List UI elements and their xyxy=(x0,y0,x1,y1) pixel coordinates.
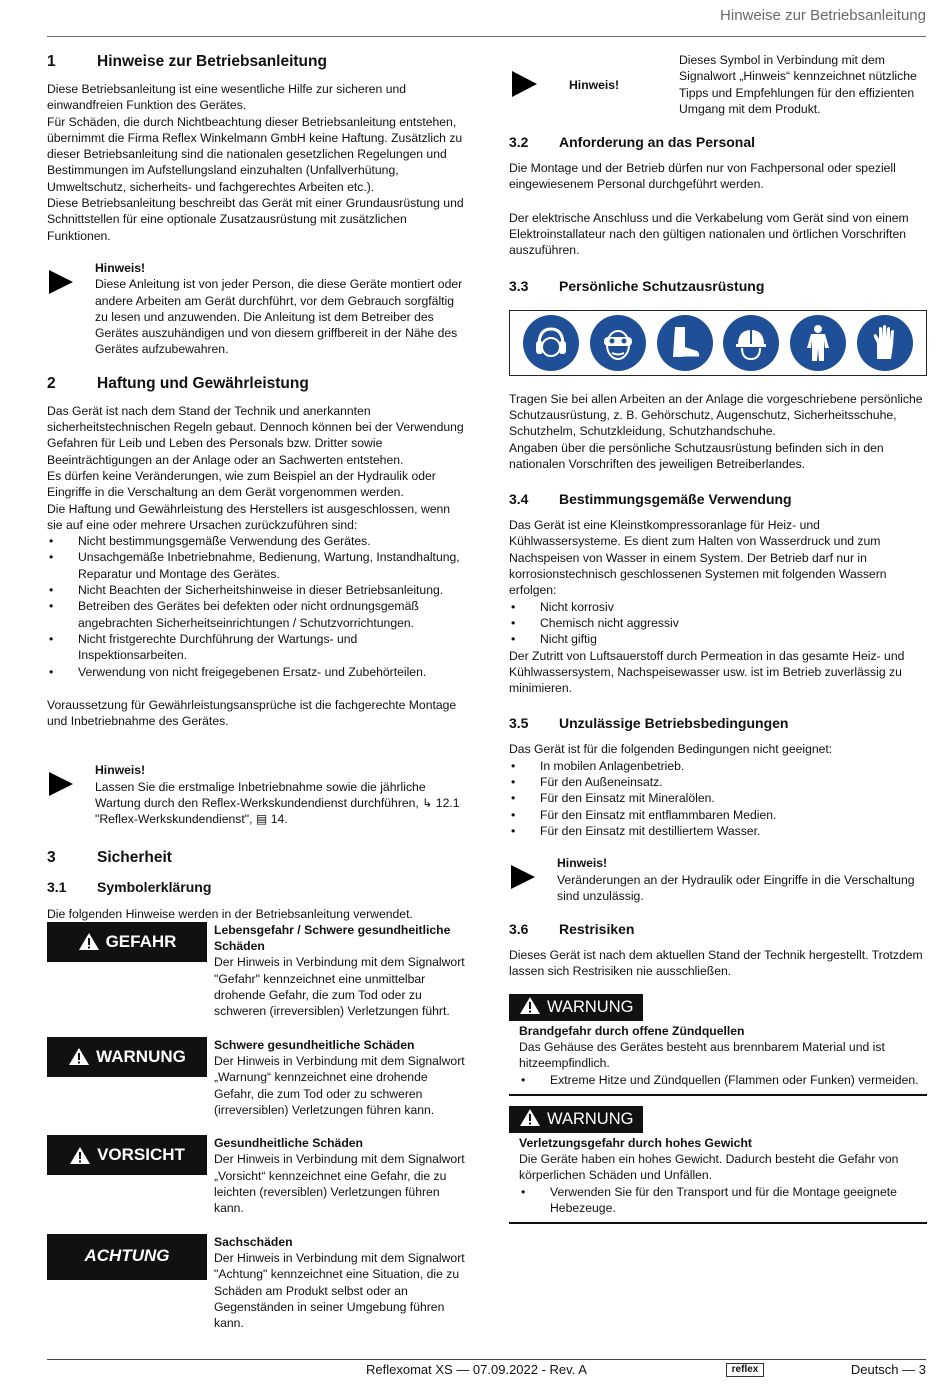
list-item: • Nicht korrosiv xyxy=(509,599,927,615)
section-title: Persönliche Schutzausrüstung xyxy=(559,277,765,294)
section-3-2-heading xyxy=(509,133,927,151)
page-header-title: Hinweise zur Betriebsanleitung xyxy=(720,7,926,24)
arrow-icon xyxy=(49,772,73,796)
section-3-heading xyxy=(47,848,465,868)
warning-title: Verletzungsgefahr durch hohes Gewicht xyxy=(519,1135,752,1150)
list-item: • Für den Einsatz mit Mineralölen. xyxy=(509,790,927,806)
note-text: Veränderungen an der Hydraulik oder Eingriffe in die Verschaltung sind unzulässig. xyxy=(557,872,915,903)
signal-warnung xyxy=(47,1037,465,1118)
section-3-3-heading xyxy=(509,277,927,295)
footer-document-info: Reflexomat XS — 07.09.2022 - Rev. A xyxy=(366,1362,587,1377)
list-item: • In mobilen Anlagenbetrieb. xyxy=(509,758,927,774)
reflex-logo: reflex xyxy=(726,1363,764,1377)
signal-word-box xyxy=(509,994,643,1021)
bullet-list xyxy=(519,1072,927,1088)
footer-divider xyxy=(47,1359,926,1360)
section-1-heading xyxy=(47,52,465,72)
signal-word: GEFAHR xyxy=(105,931,177,951)
note-title: Hinweis! xyxy=(95,763,146,778)
section-title: Sicherheit xyxy=(97,848,172,866)
warning-triangle-icon xyxy=(68,1047,90,1066)
signal-title: Lebensgefahr / Schwere gesundheitliche Schäden xyxy=(214,922,451,954)
section-title: Anforderung an das Personal xyxy=(559,134,756,151)
signal-word: WARNUNG xyxy=(547,998,634,1017)
bullet-list xyxy=(509,599,927,648)
safety-shoes-icon xyxy=(657,315,713,371)
list-item: • Nicht bestimmungsgemäße Verwendung des Gerätes. xyxy=(47,533,465,549)
signal-text: Der Hinweis in Verbindung mit dem Signalwort "Gefahr" kennzeichnet eine unmittelbar drohende Gefahr, die zum Tod oder zu schweren (irreversiblen) Verletzungen führt. xyxy=(214,955,465,1019)
section-3-1-heading xyxy=(47,878,465,896)
section-number: 3.3 xyxy=(509,277,529,294)
paragraph: Die folgenden Hinweise werden in der Betriebsanleitung verwendet. xyxy=(47,906,413,921)
signal-word-box xyxy=(47,1234,207,1280)
list-item: • Für den Außeneinsatz. xyxy=(509,774,927,790)
bullet-list xyxy=(519,1184,927,1217)
section-number: 3.5 xyxy=(509,715,529,732)
paragraph: Es dürfen keine Veränderungen, wie zum Beispiel an der Hydraulik oder Eingriffe in die Verschaltung an dem Gerät vorgenommen werden. xyxy=(47,468,436,500)
hint-text: Dieses Symbol in Verbindung mit dem Signalwort „Hinweis“ kennzeichnet nützliche Tipps und Empfehlungen für den effizienten Umgang mit dem Produkt. xyxy=(679,53,917,116)
warning-triangle-icon xyxy=(519,996,541,1018)
section-title: Bestimmungsgemäße Verwendung xyxy=(559,491,792,508)
section-title: Restrisiken xyxy=(559,921,635,938)
left-column xyxy=(47,52,465,1331)
signal-vorsicht xyxy=(47,1135,465,1216)
signal-word: ACHTUNG xyxy=(84,1246,170,1266)
paragraph: Das Gerät ist nach dem Stand der Technik und anerkannten sicherheitstechnischen Regeln gebaut. Dennoch können bei der Verwendung Gefahren für Leib und Leben des Personals bzw. Dritter sowie Beeinträchtigungen an der Anlage oder an Sachwerten entstehen. xyxy=(47,403,464,467)
signal-text: Der Hinweis in Verbindung mit dem Signalwort „Vorsicht“ kennzeichnet eine Gefahr, die zu leichten (reversiblen) Verletzungen führen kann. xyxy=(214,1152,465,1216)
paragraph: Dieses Gerät ist nach dem aktuellen Stand der Technik hergestellt. Trotzdem lassen sich Restrisiken nie ausschließen. xyxy=(509,948,923,979)
right-column xyxy=(509,52,927,1224)
paragraph: Das Gerät ist für die folgenden Bedingungen nicht geeignet: xyxy=(509,742,833,757)
gloves-icon xyxy=(857,315,913,371)
signal-text: Der Hinweis in Verbindung mit dem Signalwort „Warnung“ kennzeichnet eine drohende Gefahr, die zum Tod oder zu schweren (irreversiblen) Verletzungen führen kann. xyxy=(214,1053,465,1117)
signal-title: Schwere gesundheitliche Schäden xyxy=(214,1037,415,1052)
warning-text: Das Gehäuse des Gerätes besteht aus brennbarem Material und ist hitzeempfindlich. xyxy=(519,1039,885,1071)
signal-title: Sachschäden xyxy=(214,1234,293,1249)
signal-text: Der Hinweis in Verbindung mit dem Signalwort "Achtung" kennzeichnet eine Situation, die zu Schäden am Produkt selbst oder an Gegenständen in seiner Umgebung führen kann. xyxy=(214,1250,465,1331)
section-title: Symbolerklärung xyxy=(97,878,212,895)
section-3-5-heading xyxy=(509,714,927,732)
section-3-6-heading xyxy=(509,920,927,938)
warning-block-fire xyxy=(509,994,927,1096)
header-divider xyxy=(47,36,926,37)
list-item: • Verwendung von nicht freigegebenen Ersatz- und Zubehörteilen. xyxy=(47,664,465,680)
note-text: Diese Anleitung ist von jeder Person, die diese Geräte montiert oder andere Arbeiten am Gerät durchführt, vor dem Gebrauch sorgfältig zu lesen und anzuwenden. Die Anleitung ist dem Betreiber des Gerätes auszuhändigen und von diesem griffbereit in der Nähe des Gerätes aufzubewahren. xyxy=(95,277,463,357)
arrow-icon xyxy=(49,270,73,294)
warning-title: Brandgefahr durch offene Zündquellen xyxy=(519,1023,745,1038)
paragraph: Die Haftung und Gewährleistung des Herstellers ist ausgeschlossen, wenn sie auf eine oder mehrere Ursachen zurückzuführen sind: xyxy=(47,501,451,532)
list-item: • Verwenden Sie für den Transport und für die Montage geeignete Hebezeuge. xyxy=(519,1184,927,1217)
list-item: • Nicht Beachten der Sicherheitshinweise in dieser Betriebsanleitung. xyxy=(47,582,465,598)
section-3-4-heading xyxy=(509,490,927,508)
section-number: 3 xyxy=(47,848,56,866)
section-number: 3.1 xyxy=(47,878,67,895)
hint-symbol-row xyxy=(509,52,927,117)
signal-title: Gesundheitliche Schäden xyxy=(214,1136,363,1151)
signal-word-box xyxy=(47,1037,207,1077)
paragraph: Für Schäden, die durch Nichtbeachtung dieser Betriebsanleitung entstehen, übernimmt die Firma Reflex Winkelmann GmbH keine Haftung. Zusätzlich zu dieser Betriebsanleitung sind die nationalen gesetzlichen Regelungen und Bestimmungen im Aufstellungsland einzuhalten (Unfallverhütung, Umweltschutz, sicherheits- und fachgerechtes Arbeiten etc.). xyxy=(47,114,463,194)
helmet-icon xyxy=(723,315,779,371)
warning-block-weight xyxy=(509,1106,927,1224)
arrow-icon xyxy=(512,71,537,97)
section-number: 3.4 xyxy=(509,491,529,508)
protective-clothing-icon xyxy=(790,315,846,371)
bullet-list xyxy=(47,533,465,680)
warning-text: Die Geräte haben ein hohes Gewicht. Dadurch besteht die Gefahr von körperlichen Schäden und Unfällen. xyxy=(519,1152,899,1183)
note-block xyxy=(47,260,465,358)
signal-word: WARNUNG xyxy=(547,1110,634,1129)
section-2-heading xyxy=(47,374,465,394)
signal-word-box xyxy=(509,1106,643,1133)
list-item: • Nicht giftig xyxy=(509,631,927,647)
section-number: 1 xyxy=(47,53,56,70)
warning-triangle-icon xyxy=(69,1146,91,1165)
hint-label: Hinweis! xyxy=(569,78,620,92)
list-item: • Für den Einsatz mit destilliertem Wasser. xyxy=(509,823,927,839)
ear-protection-icon xyxy=(523,315,579,371)
section-title: Unzulässige Betriebsbedingungen xyxy=(559,715,789,732)
ppe-symbols xyxy=(509,310,927,376)
section-number: 3.6 xyxy=(509,921,529,938)
warning-triangle-icon xyxy=(519,1108,541,1130)
paragraph: Angaben über die persönliche Schutzausrüstung befinden sich in den nationalen Vorschriften des jeweiligen Betreiberlandes. xyxy=(509,440,884,471)
note-block xyxy=(47,762,465,827)
footer-page-number: Deutsch — 3 xyxy=(850,1362,926,1377)
paragraph: Der Zutritt von Luftsauerstoff durch Permeation in das gesamte Heiz- und Kühlwassersystem, Nachspeisewasser usw. ist im Betrieb zuverlässig zu minimieren. xyxy=(509,648,905,696)
list-item: • Chemisch nicht aggressiv xyxy=(509,615,927,631)
warning-triangle-icon xyxy=(78,932,100,951)
note-block xyxy=(509,855,927,904)
list-item: • Extreme Hitze und Zündquellen (Flammen oder Funken) vermeiden. xyxy=(519,1072,927,1088)
paragraph: Das Gerät ist eine Kleinstkompressoranlage für Heiz- und Kühlwassersysteme. Es dient zum Halten von Wasserdruck und zum Nachspeisen von Wasser in einem System. Der Betrieb darf nur in korrosionstechnisch geschlossenen Systemen mit folgenden Wassern erfolgen: xyxy=(509,518,887,598)
section-title: Haftung und Gewährleistung xyxy=(97,374,309,392)
section-number: 2 xyxy=(47,374,56,392)
section-title: Hinweise zur Betriebsanleitung xyxy=(97,53,327,70)
signal-word-box xyxy=(47,922,207,962)
signal-word: WARNUNG xyxy=(96,1046,186,1066)
paragraph: Diese Betriebsanleitung ist eine wesentliche Hilfe zur sicheren und einwandfreien Funktion des Gerätes. xyxy=(47,82,407,113)
note-text: Lassen Sie die erstmalige Inbetriebnahme sowie die jährliche Wartung durch den Reflex-Werkskundendienst durchführen, ↳ 12.1 "Reflex-Werkskundendienst", ▤ 14. xyxy=(95,779,460,827)
bullet-list xyxy=(509,758,927,839)
list-item: • Nicht fristgerechte Durchführung der Wartungs- und Inspektionsarbeiten. xyxy=(47,631,465,664)
paragraph: Voraussetzung für Gewährleistungsansprüche ist die fachgerechte Montage und Inbetriebnahme des Gerätes. xyxy=(47,697,457,729)
paragraph: Der elektrische Anschluss und die Verkabelung vom Gerät sind von einem Elektroinstallateur nach den gültigen nationalen und örtlichen Vorschriften auszuführen. xyxy=(509,210,909,258)
section-number: 3.2 xyxy=(509,134,529,151)
signal-gefahr xyxy=(47,922,465,1020)
signal-word-box xyxy=(47,1135,207,1175)
list-item: • Für den Einsatz mit entflammbaren Medien. xyxy=(509,807,927,823)
arrow-icon xyxy=(511,865,535,889)
list-item: • Unsachgemäße Inbetriebnahme, Bedienung, Wartung, Instandhaltung, Reparatur und Montage des Gerätes. xyxy=(47,549,465,582)
paragraph: Die Montage und der Betrieb dürfen nur von Fachpersonal oder speziell eingewiesenem Personal durchgeführt werden. xyxy=(509,161,896,192)
list-item: • Betreiben des Gerätes bei defekten oder nicht ordnungsgemäß angebrachten Sicherheitseinrichtungen / Schutzvorrichtungen. xyxy=(47,598,465,631)
signal-word: VORSICHT xyxy=(97,1144,185,1164)
paragraph: Tragen Sie bei allen Arbeiten an der Anlage die vorgeschriebene persönliche Schutzausrüstung, z. B. Gehörschutz, Augenschutz, Sicherheitsschuhe, Schutzhelm, Schutzkleidung, Schutzhandschuhe. xyxy=(509,391,923,439)
note-title: Hinweis! xyxy=(95,260,146,275)
eye-protection-icon xyxy=(590,315,646,371)
signal-achtung xyxy=(47,1234,465,1332)
paragraph: Diese Betriebsanleitung beschreibt das Gerät mit einer Grundausrüstung und Schnittstellen für eine optionale Zusatzausrüstung mit zusätzlichen Funktionen. xyxy=(47,196,464,243)
note-title: Hinweis! xyxy=(557,856,608,871)
